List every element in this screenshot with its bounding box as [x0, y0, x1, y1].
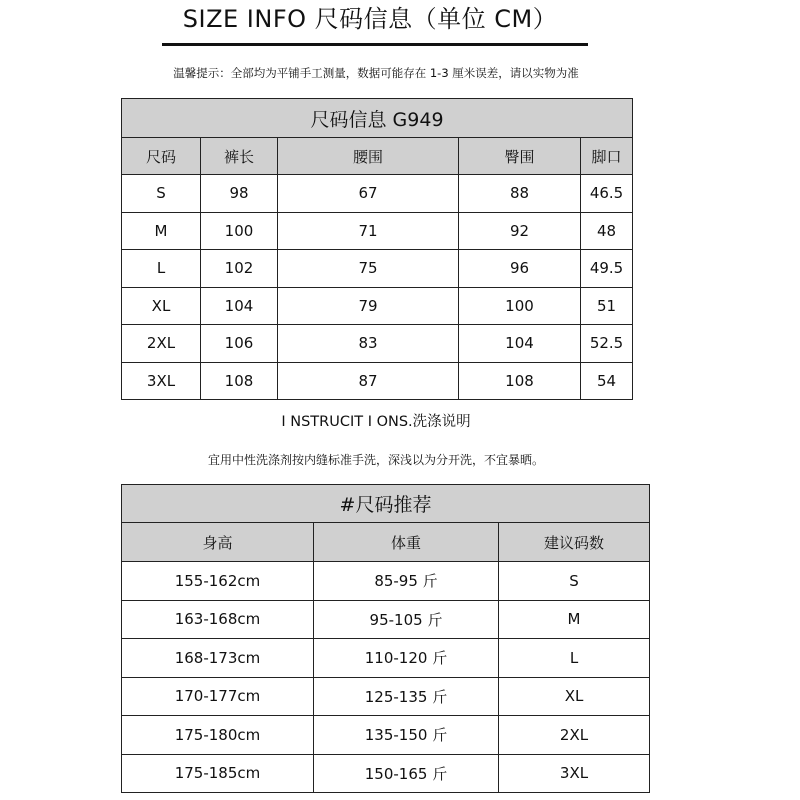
table-cell: 150-165 斤: [314, 754, 499, 793]
table-cell: 125-135 斤: [314, 677, 499, 716]
table-cell: 2XL: [122, 325, 201, 363]
table-cell: 175-180cm: [122, 716, 314, 755]
table-cell: 108: [459, 362, 581, 400]
recommend-table-caption: #尺码推荐: [122, 485, 650, 523]
table-cell: 170-177cm: [122, 677, 314, 716]
table-cell: XL: [122, 287, 201, 325]
table-cell: 155-162cm: [122, 562, 314, 601]
table-cell: 168-173cm: [122, 639, 314, 678]
table-cell: L: [499, 639, 650, 678]
table-cell: 79: [278, 287, 459, 325]
table-cell: 110-120 斤: [314, 639, 499, 678]
table-cell: 67: [278, 175, 459, 213]
washing-instructions-text: 宜用中性洗涤剂按内缝标准手洗，深浅以为分开洗，不宜暴晒。: [207, 453, 544, 467]
table-cell: 52.5: [581, 325, 633, 363]
washing-instructions-title: I NSTRUCIT I ONS.洗涤说明: [281, 414, 471, 430]
table-cell: 104: [459, 325, 581, 363]
table-cell: 163-168cm: [122, 600, 314, 639]
table-cell: 95-105 斤: [314, 600, 499, 639]
table-row: [122, 325, 633, 363]
table-row: [122, 600, 650, 639]
table-cell: 88: [459, 175, 581, 213]
table-row: [122, 754, 650, 793]
table-cell: 108: [201, 362, 278, 400]
size-recommendation-table: [121, 484, 650, 793]
table-cell: S: [122, 175, 201, 213]
table-cell: 102: [201, 250, 278, 288]
table-cell: 100: [201, 212, 278, 250]
measurement-notice: 温馨提示：全部均为平铺手工测量，数据可能存在 1-3 厘米误差，请以实物为准: [173, 66, 579, 80]
recommend-table-header-height: 身高: [122, 523, 314, 562]
table-row: [122, 562, 650, 601]
size-info-table: [121, 98, 633, 400]
table-cell: 48: [581, 212, 633, 250]
table-cell: 2XL: [499, 716, 650, 755]
table-cell: 87: [278, 362, 459, 400]
table-cell: 106: [201, 325, 278, 363]
table-row: [122, 716, 650, 755]
table-cell: 135-150 斤: [314, 716, 499, 755]
title-underline: [162, 43, 588, 46]
table-cell: 175-185cm: [122, 754, 314, 793]
table-cell: 3XL: [122, 362, 201, 400]
table-cell: 98: [201, 175, 278, 213]
size-table-header-waist: 腰围: [278, 138, 459, 175]
table-cell: 75: [278, 250, 459, 288]
table-cell: 92: [459, 212, 581, 250]
recommend-table-header-size: 建议码数: [499, 523, 650, 562]
table-row: [122, 212, 633, 250]
table-cell: 3XL: [499, 754, 650, 793]
page-title: SIZE INFO 尺码信息（单位 CM）: [182, 5, 558, 33]
size-table-header-size: 尺码: [122, 138, 201, 175]
table-cell: 54: [581, 362, 633, 400]
table-cell: 51: [581, 287, 633, 325]
table-row: [122, 362, 633, 400]
recommend-table-header-weight: 体重: [314, 523, 499, 562]
table-cell: XL: [499, 677, 650, 716]
table-row: [122, 639, 650, 678]
table-cell: 49.5: [581, 250, 633, 288]
size-table-header-hip: 臀围: [459, 138, 581, 175]
size-table-header-hem: 脚口: [581, 138, 633, 175]
table-cell: 46.5: [581, 175, 633, 213]
size-table-caption: 尺码信息 G949: [122, 99, 633, 138]
table-cell: 71: [278, 212, 459, 250]
table-row: [122, 287, 633, 325]
table-row: [122, 175, 633, 213]
size-table-header-length: 裤长: [201, 138, 278, 175]
table-cell: M: [499, 600, 650, 639]
table-cell: L: [122, 250, 201, 288]
table-cell: 96: [459, 250, 581, 288]
table-cell: 83: [278, 325, 459, 363]
table-row: [122, 250, 633, 288]
table-cell: M: [122, 212, 201, 250]
table-cell: 100: [459, 287, 581, 325]
table-cell: 104: [201, 287, 278, 325]
table-cell: S: [499, 562, 650, 601]
table-cell: 85-95 斤: [314, 562, 499, 601]
table-row: [122, 677, 650, 716]
